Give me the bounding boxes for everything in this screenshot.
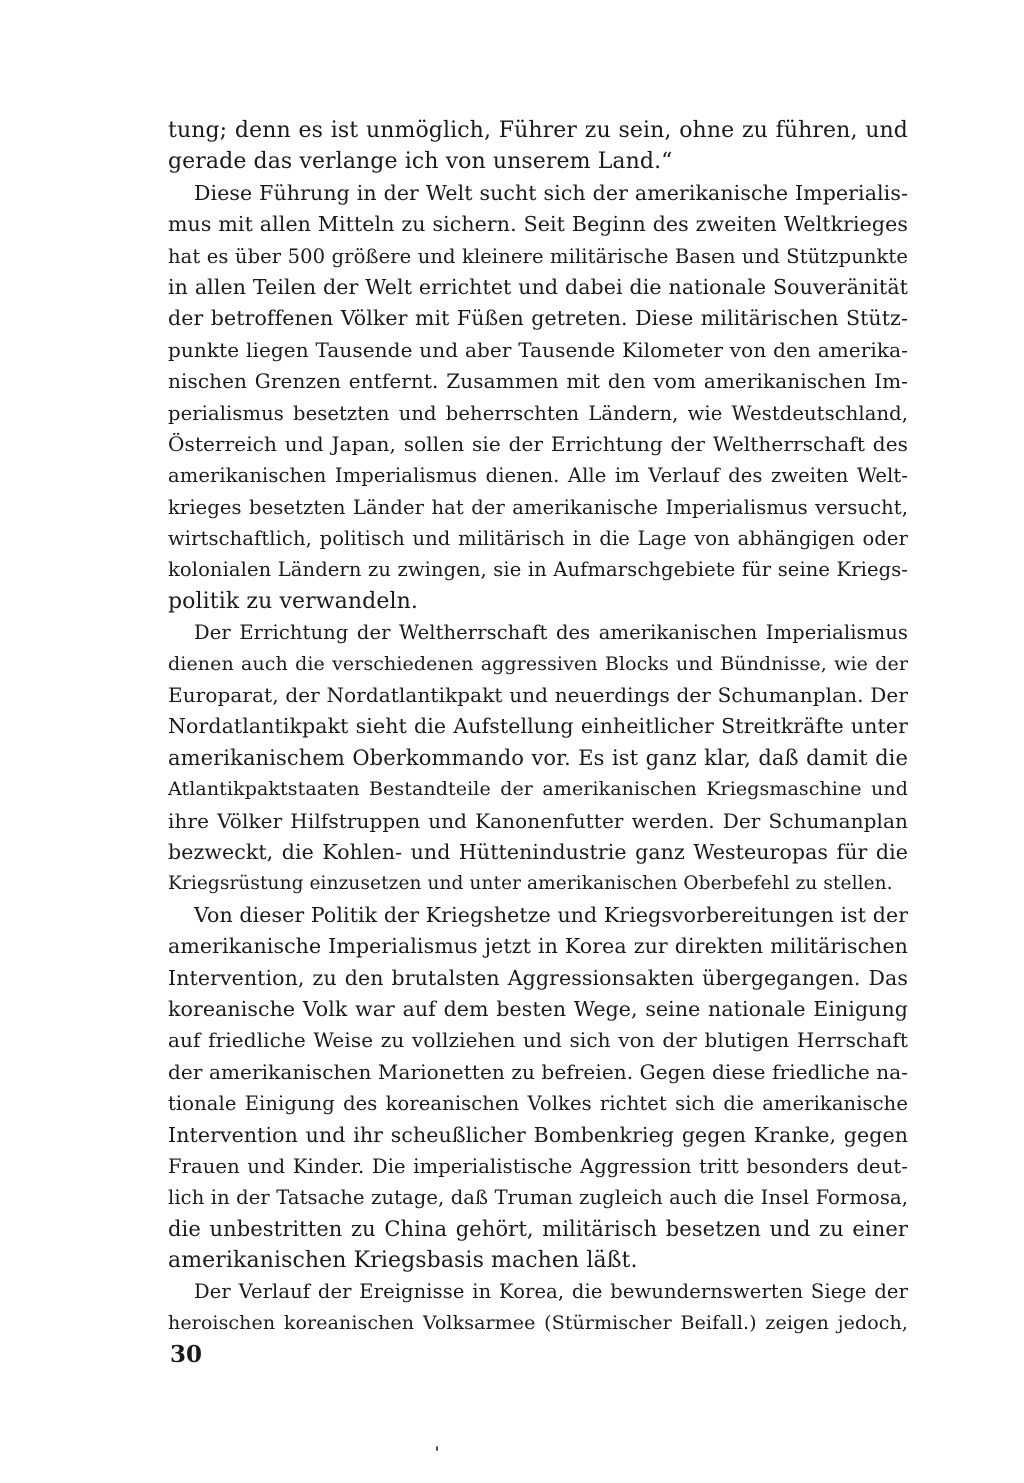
text-line: ihre Völker Hilfstruppen und Kanonenfutter werden. Der Schumanplan bbox=[168, 808, 908, 833]
text-line: amerikanischem Oberkommando vor. Es ist ganz klar, daß damit die bbox=[168, 745, 908, 770]
paper-speck bbox=[436, 1446, 438, 1451]
text-line: amerikanische Imperialismus jetzt in Korea zur direkten militärischen bbox=[168, 934, 908, 959]
text-line: Europarat, der Nordatlantikpakt und neuerdings der Schumanplan. Der bbox=[168, 683, 908, 708]
page-number: 30 bbox=[170, 1341, 203, 1368]
text-line: Diese Führung in der Welt sucht sich der amerikanische Imperialis- bbox=[194, 180, 908, 205]
text-line: mus mit allen Mitteln zu sichern. Seit Beginn des zweiten Weltkrieges bbox=[168, 212, 908, 237]
text-line: Der Verlauf der Ereignisse in Korea, die bewundernswerten Siege der bbox=[194, 1280, 908, 1304]
text-line: auf friedliche Weise zu vollziehen und sich von der blutigen Herrschaft bbox=[168, 1028, 908, 1053]
text-line: hat es über 500 größere und kleinere militärische Basen und Stützpunkte bbox=[168, 244, 908, 268]
text-line: perialismus besetzten und beherrschten Ländern, wie Westdeutschland, bbox=[168, 401, 908, 425]
text-line: krieges besetzten Länder hat der amerikanische Imperialismus versucht, bbox=[168, 495, 908, 519]
text-line: Intervention, zu den brutalsten Aggressionsakten übergegangen. Das bbox=[168, 965, 908, 990]
text-line: lich in der Tatsache zutage, daß Truman zugleich auch die Insel Formosa, bbox=[168, 1186, 908, 1210]
text-line: in allen Teilen der Welt errichtet und dabei die nationale Souveränität bbox=[168, 274, 908, 299]
text-line: politik zu verwandeln. bbox=[168, 588, 418, 614]
text-line: koreanische Volk war auf dem besten Wege, seine nationale Einigung bbox=[168, 996, 908, 1021]
text-line: Der Errichtung der Weltherrschaft des amerikanischen Imperialismus bbox=[194, 621, 908, 645]
text-line: punkte liegen Tausende und aber Tausende Kilometer von den amerika- bbox=[168, 337, 908, 362]
text-line: Intervention und ihr scheußlicher Bombenkrieg gegen Kranke, gegen bbox=[168, 1122, 908, 1147]
text-line: dienen auch die verschiedenen aggressiven Blocks und Bündnisse, wie der bbox=[168, 652, 908, 675]
text-line: Von dieser Politik der Kriegshetze und Kriegsvorbereitungen ist der bbox=[194, 902, 909, 927]
text-line: Nordatlantikpakt sieht die Aufstellung einheitlicher Streitkräfte unter bbox=[168, 714, 908, 739]
text-line: der amerikanischen Marionetten zu befreien. Gegen diese friedliche na- bbox=[168, 1059, 909, 1084]
text-line: tionale Einigung des koreanischen Volkes richtet sich die amerikanische bbox=[168, 1092, 908, 1116]
text-line: amerikanischen Kriegsbasis machen läßt. bbox=[168, 1248, 638, 1274]
text-line: amerikanischen Imperialismus dienen. Alle im Verlauf des zweiten Welt- bbox=[168, 464, 908, 488]
body-text bbox=[168, 115, 908, 1339]
text-line: tung; denn es ist unmöglich, Führer zu sein, ohne zu führen, und bbox=[168, 118, 908, 143]
text-line: gerade das verlange ich von unserem Land.“ bbox=[168, 149, 673, 175]
text-line: der betroffenen Völker mit Füßen getreten. Diese militärischen Stütz- bbox=[168, 306, 908, 331]
text-line: wirtschaftlich, politisch und militärisch in die Lage von abhängigen oder bbox=[168, 527, 908, 551]
text-line: die unbestritten zu China gehört, militärisch besetzen und zu einer bbox=[168, 1216, 908, 1241]
text-line: kolonialen Ländern zu zwingen, sie in Aufmarschgebiete für seine Kriegs- bbox=[168, 558, 908, 582]
text-line: heroischen koreanischen Volksarmee (Stürmischer Beifall.) zeigen jedoch, bbox=[168, 1311, 908, 1334]
text-line: bezweckt, die Kohlen- und Hüttenindustrie ganz Westeuropas für die bbox=[168, 839, 908, 864]
text-line: Kriegsrüstung einzusetzen und unter amerikanischen Oberbefehl zu stellen. bbox=[168, 873, 893, 895]
text-line: Atlantikpaktstaaten Bestandteile der amerikanischen Kriegsmaschine und bbox=[168, 778, 908, 801]
text-line: nischen Grenzen entfernt. Zusammen mit den vom amerikanischen Im- bbox=[168, 369, 908, 394]
text-line: Österreich und Japan, sollen sie der Errichtung der Weltherrschaft des bbox=[168, 431, 908, 456]
text-line: Frauen und Kinder. Die imperialistische Aggression tritt besonders deut- bbox=[168, 1154, 908, 1178]
